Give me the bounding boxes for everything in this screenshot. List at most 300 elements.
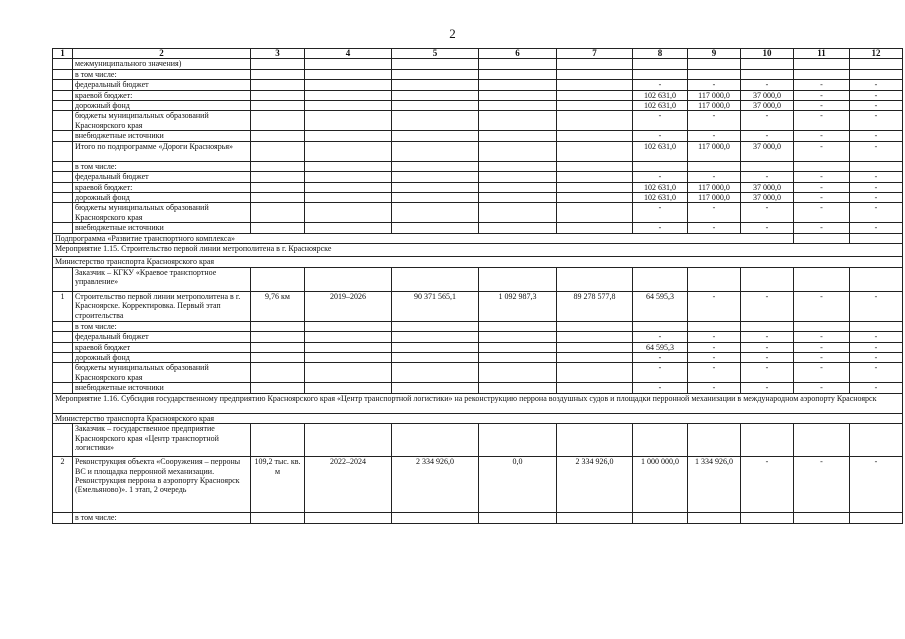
empty-cell (688, 267, 741, 291)
value-cell (633, 69, 688, 79)
value-cell: - (850, 223, 903, 233)
empty-cell (479, 59, 557, 69)
empty-cell (479, 182, 557, 192)
ministry-title: Министерство транспорта Красноярского края (53, 413, 903, 423)
empty-cell (557, 141, 633, 161)
table-row (53, 80, 903, 90)
value-cell (850, 69, 903, 79)
column-header: 9 (688, 49, 741, 59)
empty-cell (479, 332, 557, 342)
value-cell (850, 321, 903, 331)
value-cell: - (688, 111, 741, 131)
column-header: 7 (557, 49, 633, 59)
value-cell: - (850, 352, 903, 362)
value-cell: 1 334 926,0 (688, 457, 741, 513)
empty-cell (392, 193, 479, 203)
empty-cell (305, 352, 392, 362)
value-cell: - (633, 223, 688, 233)
num-cell (53, 267, 73, 291)
empty-cell (392, 332, 479, 342)
num-cell (53, 182, 73, 192)
value-cell (741, 321, 794, 331)
object-estimate: 90 371 565,1 (392, 291, 479, 321)
empty-cell (392, 342, 479, 352)
num-cell (53, 161, 73, 171)
empty-cell (251, 424, 305, 457)
table-row (53, 111, 903, 131)
customer-row (53, 267, 903, 291)
num-cell (53, 332, 73, 342)
value-cell: - (794, 90, 850, 100)
value-cell: - (688, 291, 741, 321)
value-cell: - (794, 80, 850, 90)
num-cell (53, 424, 73, 457)
empty-cell (305, 101, 392, 111)
value-cell: 117 000,0 (688, 182, 741, 192)
empty-cell (392, 321, 479, 331)
row-label: в том числе: (73, 161, 251, 171)
object-capacity: 9,76 км (251, 291, 305, 321)
value-cell: 102 631,0 (633, 193, 688, 203)
table-row (53, 363, 903, 383)
empty-cell (251, 131, 305, 141)
value-cell: - (850, 203, 903, 223)
value-cell: - (794, 203, 850, 223)
empty-cell (305, 267, 392, 291)
empty-cell (794, 424, 850, 457)
row-label: Итого по подпрограмме «Дороги Красноярья» (73, 141, 251, 161)
num-cell (53, 203, 73, 223)
table-row (53, 172, 903, 182)
value-cell (741, 513, 794, 523)
num-cell (53, 69, 73, 79)
empty-cell (557, 363, 633, 383)
table-row (53, 223, 903, 233)
empty-cell (305, 90, 392, 100)
object-spent: 0,0 (479, 457, 557, 513)
empty-cell (392, 223, 479, 233)
num-cell (53, 321, 73, 331)
empty-cell (251, 69, 305, 79)
num-cell (53, 383, 73, 393)
value-cell: - (794, 101, 850, 111)
num-cell (53, 352, 73, 362)
value-cell: - (794, 332, 850, 342)
value-cell: - (688, 203, 741, 223)
empty-cell (479, 363, 557, 383)
empty-cell (392, 363, 479, 383)
row-label: внебюджетные источники (73, 383, 251, 393)
object-remaining: 2 334 926,0 (557, 457, 633, 513)
row-label: дорожный фонд (73, 101, 251, 111)
value-cell: - (850, 101, 903, 111)
empty-cell (305, 424, 392, 457)
column-header: 8 (633, 49, 688, 59)
empty-cell (557, 352, 633, 362)
empty-cell (479, 352, 557, 362)
table-row (53, 352, 903, 362)
value-cell: - (850, 131, 903, 141)
table-row (53, 59, 903, 69)
empty-cell (305, 80, 392, 90)
empty-cell (557, 80, 633, 90)
ministry-title: Министерство транспорта Красноярского края (53, 257, 903, 267)
table-row (53, 90, 903, 100)
empty-cell (557, 321, 633, 331)
table-row (53, 193, 903, 203)
value-cell (633, 59, 688, 69)
empty-cell (305, 513, 392, 523)
empty-cell (251, 193, 305, 203)
row-label: краевой бюджет (73, 342, 251, 352)
value-cell: - (688, 332, 741, 342)
value-cell: - (688, 80, 741, 90)
measure-title-row (53, 393, 903, 413)
num-cell (53, 59, 73, 69)
value-cell (794, 59, 850, 69)
empty-cell (251, 161, 305, 171)
empty-cell (251, 80, 305, 90)
empty-cell (688, 424, 741, 457)
table-row (53, 203, 903, 223)
empty-cell (479, 172, 557, 182)
value-cell (633, 161, 688, 171)
empty-cell (557, 182, 633, 192)
num-cell (53, 342, 73, 352)
value-cell: - (741, 291, 794, 321)
value-cell (794, 321, 850, 331)
empty-cell (557, 193, 633, 203)
value-cell: - (688, 383, 741, 393)
column-header: 4 (305, 49, 392, 59)
value-cell: - (633, 172, 688, 182)
value-cell (688, 513, 741, 523)
empty-cell (392, 383, 479, 393)
empty-cell (251, 59, 305, 69)
empty-cell (251, 321, 305, 331)
column-header: 10 (741, 49, 794, 59)
value-cell: - (741, 111, 794, 131)
empty-cell (479, 69, 557, 79)
table-row (53, 342, 903, 352)
empty-cell (392, 513, 479, 523)
value-cell: - (850, 383, 903, 393)
empty-cell (633, 424, 688, 457)
empty-cell (850, 424, 903, 457)
empty-cell (392, 161, 479, 171)
table-row (53, 332, 903, 342)
empty-cell (392, 172, 479, 182)
empty-cell (392, 101, 479, 111)
column-header: 5 (392, 49, 479, 59)
value-cell: - (850, 457, 903, 513)
table-row (53, 101, 903, 111)
value-cell: 117 000,0 (688, 101, 741, 111)
value-cell: - (633, 352, 688, 362)
empty-cell (479, 80, 557, 90)
value-cell: - (794, 352, 850, 362)
column-header: 1 (53, 49, 73, 59)
object-spent: 1 092 987,3 (479, 291, 557, 321)
value-cell (633, 321, 688, 331)
subprogram-row (53, 233, 903, 243)
empty-cell (479, 90, 557, 100)
empty-cell (557, 223, 633, 233)
empty-cell (557, 131, 633, 141)
empty-cell (479, 193, 557, 203)
empty-cell (251, 172, 305, 182)
empty-cell (557, 69, 633, 79)
empty-cell (305, 193, 392, 203)
row-label: внебюджетные источники (73, 131, 251, 141)
empty-cell (392, 182, 479, 192)
value-cell: - (741, 223, 794, 233)
empty-cell (741, 424, 794, 457)
empty-cell (392, 90, 479, 100)
empty-cell (251, 513, 305, 523)
empty-cell (251, 352, 305, 362)
num-cell (53, 90, 73, 100)
empty-cell (251, 182, 305, 192)
value-cell: - (850, 172, 903, 182)
empty-cell (479, 223, 557, 233)
table-row (53, 182, 903, 192)
empty-cell (633, 267, 688, 291)
value-cell: - (794, 291, 850, 321)
value-cell: - (741, 131, 794, 141)
empty-cell (392, 267, 479, 291)
value-cell: - (633, 131, 688, 141)
num-cell (53, 101, 73, 111)
value-cell: - (794, 223, 850, 233)
row-label: федеральный бюджет (73, 332, 251, 342)
column-header: 6 (479, 49, 557, 59)
value-cell (688, 321, 741, 331)
empty-cell (251, 223, 305, 233)
row-label: внебюджетные источники (73, 223, 251, 233)
value-cell (741, 59, 794, 69)
empty-cell (251, 111, 305, 131)
value-cell (688, 161, 741, 171)
row-label: краевой бюджет: (73, 90, 251, 100)
empty-cell (392, 141, 479, 161)
value-cell: - (850, 291, 903, 321)
empty-cell (305, 182, 392, 192)
empty-cell (305, 131, 392, 141)
row-label: межмуниципального значения) (73, 59, 251, 69)
empty-cell (479, 321, 557, 331)
empty-cell (479, 111, 557, 131)
empty-cell (557, 203, 633, 223)
value-cell: - (633, 363, 688, 383)
row-label: краевой бюджет: (73, 182, 251, 192)
value-cell: 102 631,0 (633, 90, 688, 100)
value-cell: - (688, 131, 741, 141)
object-period: 2019–2026 (305, 291, 392, 321)
value-cell: - (741, 363, 794, 383)
value-cell: 102 631,0 (633, 141, 688, 161)
customer-row (53, 424, 903, 457)
value-cell: - (688, 223, 741, 233)
object-row (53, 291, 903, 321)
value-cell: - (633, 80, 688, 90)
value-cell (741, 161, 794, 171)
object-remaining: 89 278 577,8 (557, 291, 633, 321)
object-period: 2022–2024 (305, 457, 392, 513)
value-cell: 1 000 000,0 (633, 457, 688, 513)
value-cell: - (794, 141, 850, 161)
value-cell: 64 595,3 (633, 342, 688, 352)
object-capacity: 109,2 тыс. кв. м (251, 457, 305, 513)
value-cell (794, 69, 850, 79)
empty-cell (251, 101, 305, 111)
empty-cell (479, 342, 557, 352)
column-header: 11 (794, 49, 850, 59)
value-cell: - (850, 141, 903, 161)
value-cell: - (633, 332, 688, 342)
value-cell: - (850, 193, 903, 203)
value-cell: - (633, 203, 688, 223)
ministry-row (53, 413, 903, 423)
empty-cell (305, 223, 392, 233)
header-row (53, 49, 903, 59)
empty-cell (479, 513, 557, 523)
empty-cell (305, 383, 392, 393)
num-cell (53, 80, 73, 90)
empty-cell (479, 203, 557, 223)
empty-cell (479, 161, 557, 171)
table-row (53, 161, 903, 171)
empty-cell (305, 59, 392, 69)
value-cell: - (794, 383, 850, 393)
value-cell: - (688, 352, 741, 362)
empty-cell (392, 111, 479, 131)
empty-cell (741, 267, 794, 291)
empty-cell (251, 267, 305, 291)
empty-cell (850, 267, 903, 291)
empty-cell (557, 383, 633, 393)
value-cell: - (688, 172, 741, 182)
customer-label: Заказчик – КГКУ «Краевое транспортное управление» (73, 267, 251, 291)
empty-cell (557, 513, 633, 523)
empty-cell (305, 342, 392, 352)
value-cell: - (794, 457, 850, 513)
value-cell: - (741, 80, 794, 90)
empty-cell (305, 69, 392, 79)
empty-cell (251, 141, 305, 161)
empty-cell (305, 172, 392, 182)
page-number: 2 (449, 26, 456, 41)
column-header: 3 (251, 49, 305, 59)
value-cell: - (850, 80, 903, 90)
value-cell: 37 000,0 (741, 182, 794, 192)
empty-cell (251, 90, 305, 100)
empty-cell (305, 203, 392, 223)
empty-cell (557, 342, 633, 352)
num-cell (53, 172, 73, 182)
column-header: 12 (850, 49, 903, 59)
value-cell (741, 69, 794, 79)
empty-cell (479, 141, 557, 161)
budget-table (52, 48, 903, 524)
empty-cell (251, 383, 305, 393)
empty-cell (305, 363, 392, 383)
value-cell: 37 000,0 (741, 141, 794, 161)
value-cell (850, 513, 903, 523)
empty-cell (479, 267, 557, 291)
value-cell: - (850, 332, 903, 342)
empty-cell (251, 332, 305, 342)
table-row (53, 321, 903, 331)
empty-cell (557, 424, 633, 457)
empty-cell (392, 59, 479, 69)
value-cell: 37 000,0 (741, 90, 794, 100)
value-cell: - (850, 363, 903, 383)
empty-cell (305, 321, 392, 331)
empty-cell (392, 131, 479, 141)
num-cell (53, 131, 73, 141)
value-cell (688, 69, 741, 79)
subprogram-title: Подпрограмма «Развитие транспортного комплекса» (53, 233, 794, 243)
value-cell: - (850, 342, 903, 352)
measure-title: Мероприятие 1.15. Строительство первой линии метрополитена в г. Красноярске (53, 244, 903, 257)
value-cell: 102 631,0 (633, 182, 688, 192)
object-name: Реконструкция объекта «Сооружения – перроны ВС и площадка перронной механизации. Реконструкция перрона в аэропорту Красноярск (Емельяново)». 1 этап, 2 очередь (73, 457, 251, 513)
value-cell: 64 595,3 (633, 291, 688, 321)
empty-cell (557, 172, 633, 182)
value-cell: - (741, 342, 794, 352)
empty-cell (557, 59, 633, 69)
value-cell: 117 000,0 (688, 193, 741, 203)
value-cell: - (633, 383, 688, 393)
empty-cell (305, 141, 392, 161)
value-cell: 102 631,0 (633, 101, 688, 111)
empty-cell (251, 363, 305, 383)
value-cell: - (741, 383, 794, 393)
object-row (53, 457, 903, 513)
row-label: бюджеты муниципальных образований Красноярского края (73, 111, 251, 131)
empty-cell (794, 267, 850, 291)
object-number: 1 (53, 291, 73, 321)
value-cell: - (794, 363, 850, 383)
value-cell (794, 161, 850, 171)
value-cell (794, 513, 850, 523)
row-label: в том числе: (73, 321, 251, 331)
value-cell (688, 59, 741, 69)
table-row (53, 513, 903, 523)
empty-cell (305, 332, 392, 342)
empty-cell (251, 203, 305, 223)
value-cell: - (794, 182, 850, 192)
object-name: Строительство первой линии метрополитена в г. Красноярске. Корректировка. Первый этап строительства (73, 291, 251, 321)
value-cell: 117 000,0 (688, 141, 741, 161)
row-label: в том числе: (73, 69, 251, 79)
object-number: 2 (53, 457, 73, 513)
value-cell: - (850, 182, 903, 192)
empty-cell (251, 342, 305, 352)
value-cell: - (741, 352, 794, 362)
table-row (53, 131, 903, 141)
value-cell: - (850, 111, 903, 131)
value-cell (633, 513, 688, 523)
empty-cell (392, 203, 479, 223)
empty-cell (392, 352, 479, 362)
empty-cell (479, 131, 557, 141)
value-cell: - (741, 172, 794, 182)
ministry-row (53, 257, 903, 267)
value-cell: 117 000,0 (688, 90, 741, 100)
value-cell: - (633, 111, 688, 131)
